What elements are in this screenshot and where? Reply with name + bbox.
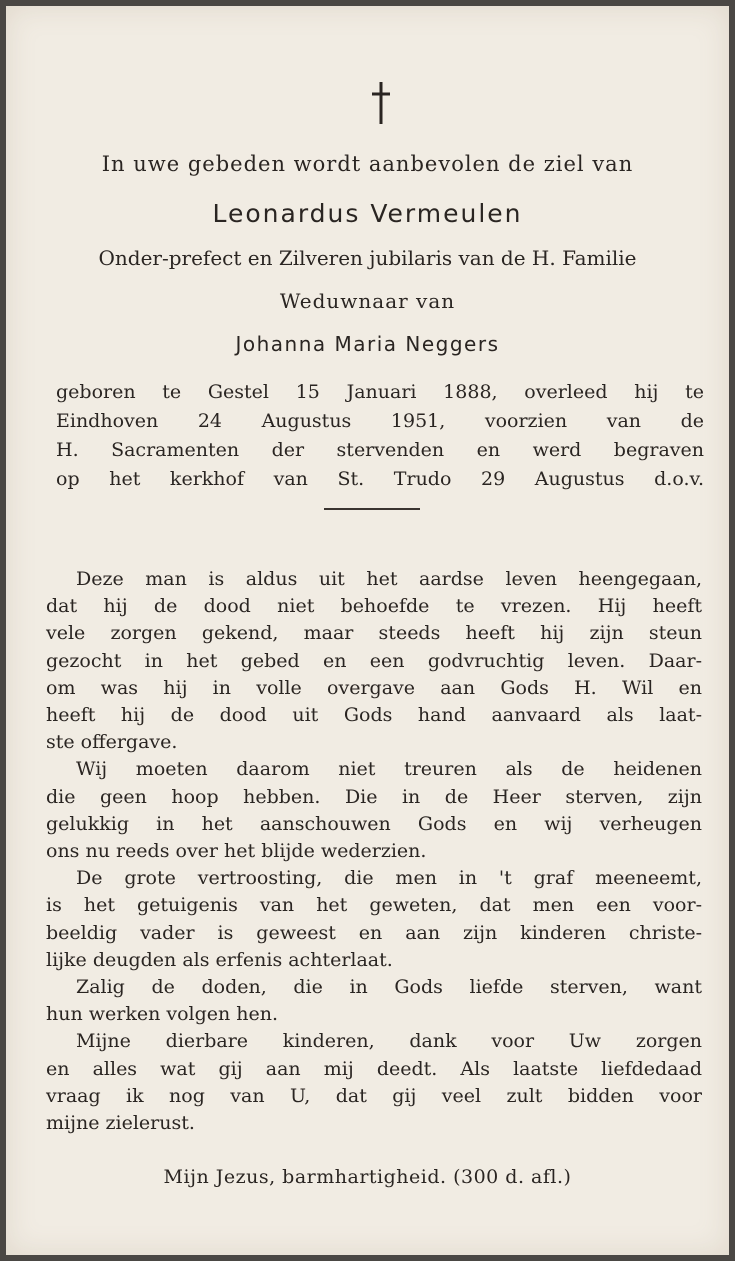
paragraph — [46, 865, 702, 974]
intro-text: In uwe gebeden wordt aanbevolen de ziel van — [101, 152, 634, 176]
bio-line: H. Sacramenten der stervenden en werd begraven — [56, 439, 704, 461]
text-line: beeldig vader is geweest en aan zijn kinderen christe- — [46, 921, 702, 944]
bio-line: Eindhoven 24 Augustus 1951, voorzien van de — [56, 410, 704, 432]
text-line: gezocht in het gebed en een godvruchtig leven. Daar- — [46, 649, 702, 672]
bio-line: geboren te Gestel 15 Januari 1888, overleed hij te — [56, 381, 704, 403]
memorial-text — [46, 566, 702, 1137]
paragraph — [46, 756, 702, 865]
spouse-name: Johanna Maria Neggers — [235, 332, 500, 356]
text-line: die geen hoop hebben. Die in de Heer sterven, zijn — [46, 785, 702, 808]
biography — [56, 378, 704, 494]
widow-of-text: Weduwnaar van — [279, 289, 456, 313]
text-line: is het getuigenis van het geweten, dat men een voor- — [46, 894, 702, 917]
text-line: Mijne dierbare kinderen, dank voor Uw zorgen — [76, 1030, 702, 1053]
bio-line: op het kerkhof van St. Trudo 29 Augustus d.o.v. — [56, 468, 704, 490]
text-line: heeft hij de dood uit Gods hand aanvaard als laat- — [46, 704, 702, 727]
divider — [324, 508, 420, 510]
cross-icon — [366, 80, 396, 126]
text-line: om was hij in volle overgave aan Gods H. Wil en — [46, 676, 702, 699]
text-line: Wij moeten daarom niet treuren als de heidenen — [76, 758, 702, 781]
text-line: hun werken volgen hen. — [46, 1003, 279, 1026]
paragraph — [46, 566, 702, 756]
paragraph — [46, 974, 702, 1028]
text-line: lijke deugden als erfenis achterlaat. — [46, 948, 393, 971]
paragraph — [46, 1028, 702, 1137]
text-line: vraag ik nog van U, dat gij veel zult bidden voor — [46, 1084, 702, 1107]
text-line: ons nu reeds over het blijde wederzien. — [46, 840, 427, 863]
role-text: Onder-prefect en Zilveren jubilaris van de H. Familie — [98, 246, 637, 270]
closing-prayer: Mijn Jezus, barmhartigheid. (300 d. afl.) — [163, 1166, 572, 1188]
text-line: vele zorgen gekend, maar steeds heeft hij zijn steun — [46, 622, 702, 645]
text-line: gelukkig in het aanschouwen Gods en wij verheugen — [46, 812, 702, 835]
text-line: dat hij de dood niet behoefde te vrezen. Hij heeft — [46, 595, 702, 618]
text-line: De grote vertroosting, die men in 't graf meeneemt, — [76, 867, 702, 890]
text-line: ste offergave. — [46, 731, 178, 754]
text-line: Deze man is aldus uit het aardse leven heengegaan, — [76, 568, 702, 590]
memorial-card — [6, 6, 729, 1255]
text-line: mijne zielerust. — [46, 1112, 195, 1135]
text-line: Zalig de doden, die in Gods liefde sterven, want — [76, 976, 702, 999]
deceased-name: Leonardus Vermeulen — [212, 199, 523, 228]
text-line: en alles wat gij aan mij deedt. Als laatste liefdedaad — [46, 1057, 702, 1080]
